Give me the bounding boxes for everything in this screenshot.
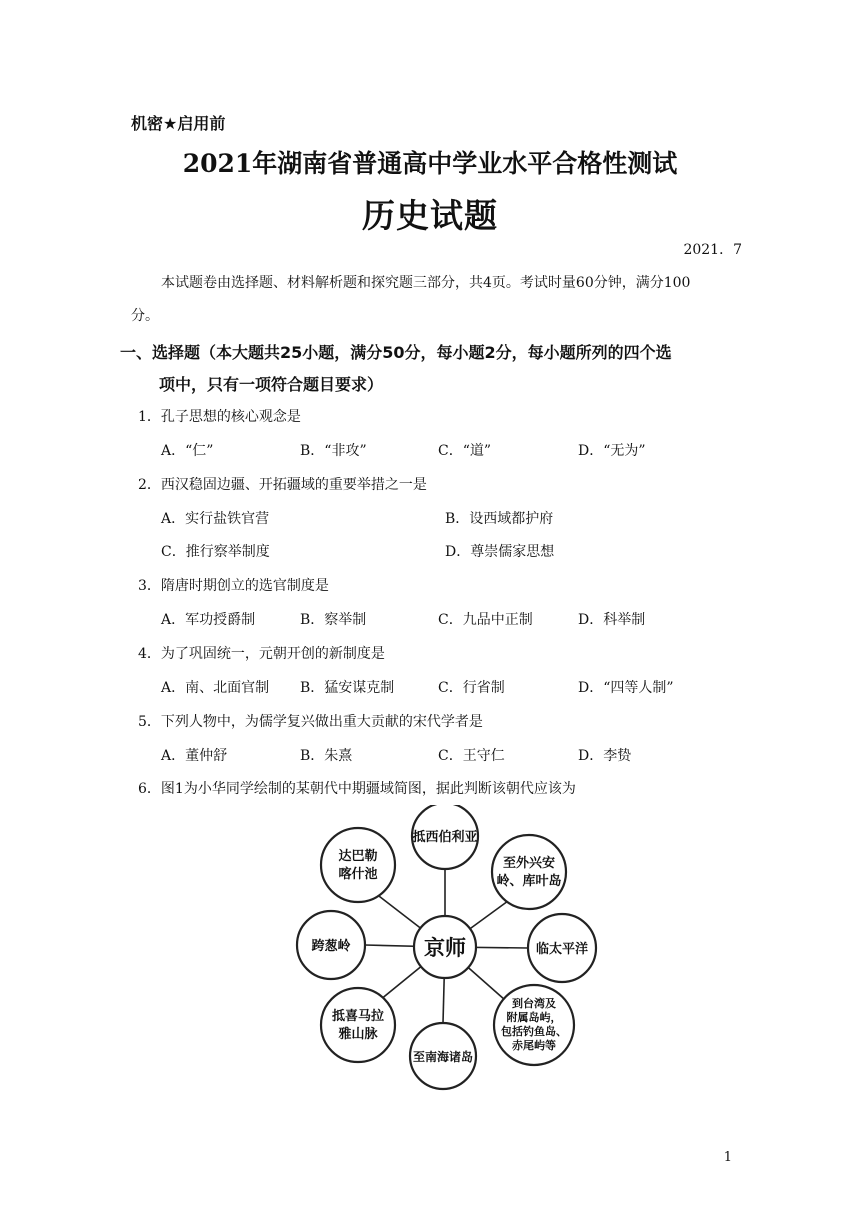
question-5-option-a: A．董仲舒 <box>161 748 228 764</box>
node-7-label: 跨葱岭 <box>311 939 351 954</box>
confidential-label: 机密★启用前 <box>131 114 226 133</box>
question-2-option-d: D．尊崇儒家思想 <box>445 544 555 560</box>
node-8-label-1: 达巴勒 <box>338 849 378 864</box>
exam-title: 2021年湖南省普通高中学业水平合格性测试 <box>182 149 678 178</box>
question-1-option-b: B．“非攻” <box>300 443 367 459</box>
question-5-option-d: D．李贽 <box>578 748 632 764</box>
node-circle-2 <box>492 835 566 909</box>
question-1-stem: 1．孔子思想的核心观念是 <box>138 409 301 425</box>
question-1-option-a: A．“仁” <box>161 443 214 459</box>
question-2-option-a: A．实行盐铁官营 <box>161 511 270 527</box>
question-1-option-d: D．“无为” <box>578 443 646 459</box>
exam-date: 2021．7 <box>683 242 742 258</box>
question-2-stem: 2．西汉稳固边疆、开拓疆域的重要举措之一是 <box>138 477 427 493</box>
question-1-option-c: C．“道” <box>438 443 492 459</box>
node-2-label-2: 岭、库叶岛 <box>496 874 562 889</box>
intro-line-2: 分。 <box>131 308 159 324</box>
question-4-option-d: D．“四等人制” <box>578 680 674 696</box>
node-2-label-1: 至外兴安 <box>502 856 556 871</box>
intro-line-1: 本试题卷由选择题、材料解析题和探究题三部分，共4页。考试时量60分钟，满分100 <box>161 275 691 291</box>
question-2-option-b: B．设西域都护府 <box>445 511 554 527</box>
node-4-label-4: 赤尾屿等 <box>512 1039 556 1052</box>
node-4-label-3: 包括钓鱼岛、 <box>501 1025 567 1038</box>
node-1-label: 抵西伯利亚 <box>412 830 478 845</box>
subject-title: 历史试题 <box>362 196 498 235</box>
node-6-label-1: 抵喜马拉 <box>331 1009 385 1024</box>
section-heading-line-1: 一、选择题（本大题共25小题，满分50分，每小题2分，每小题所列的四个选 <box>120 343 672 362</box>
question-6-stem: 6．图1为小华同学绘制的某朝代中期疆域简图，据此判断该朝代应该为 <box>138 781 576 797</box>
question-4-option-a: A．南、北面官制 <box>161 680 270 696</box>
page-number: 1 <box>723 1150 732 1165</box>
question-2-option-c: C．推行察举制度 <box>161 544 270 560</box>
node-8-label-2: 喀什池 <box>338 867 378 882</box>
question-5-stem: 5．下列人物中，为儒学复兴做出重大贡献的宋代学者是 <box>138 714 483 730</box>
node-5-label: 至南海诸岛 <box>412 1050 474 1064</box>
question-3-stem: 3．隋唐时期创立的选官制度是 <box>138 578 329 594</box>
question-5-option-c: C．王守仁 <box>438 748 505 764</box>
question-4-option-b: B．猛安谋克制 <box>300 680 395 696</box>
question-5-option-b: B．朱熹 <box>300 748 353 764</box>
question-4-option-c: C．行省制 <box>438 680 505 696</box>
node-4-label-1: 到台湾及 <box>512 997 556 1010</box>
section-heading-line-2: 项中，只有一项符合题目要求） <box>159 375 384 394</box>
question-3-option-c: C．九品中正制 <box>438 612 533 628</box>
node-4-label-2: 附属岛屿， <box>506 1011 562 1024</box>
question-3-option-b: B．察举制 <box>300 612 367 628</box>
node-3-label: 临太平洋 <box>535 942 589 957</box>
node-circle-8 <box>321 828 395 902</box>
center-label: 京师 <box>424 936 466 960</box>
question-4-stem: 4．为了巩固统一，元朝开创的新制度是 <box>138 646 385 662</box>
question-3-option-a: A．军功授爵制 <box>161 612 256 628</box>
node-6-label-2: 雅山脉 <box>338 1027 378 1042</box>
territory-diagram <box>280 805 610 1105</box>
question-3-option-d: D．科举制 <box>578 612 646 628</box>
node-circle-6 <box>321 988 395 1062</box>
